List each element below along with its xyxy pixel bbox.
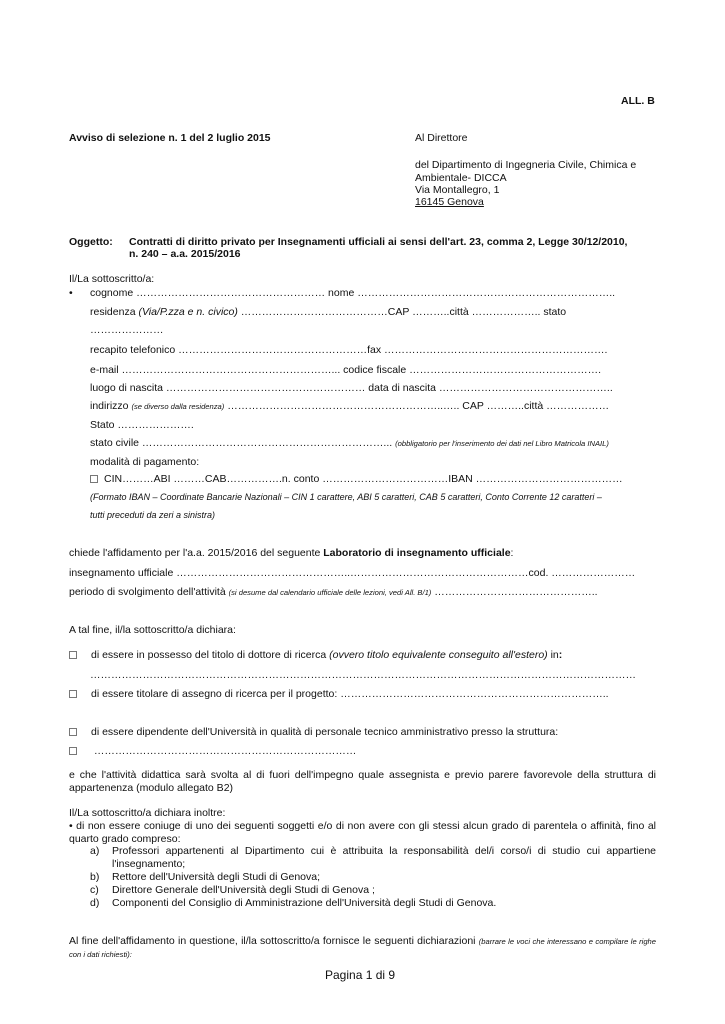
structure-dots: ………………………………………………………………… [91, 745, 357, 757]
page-number: Pagina 1 di 9 [325, 968, 396, 982]
request-type: Laboratorio di insegnamento ufficiale [323, 547, 511, 559]
birth-field[interactable]: luogo di nascita ………………………………………………… data di nascita ………………………………………….. [90, 382, 613, 394]
country-field[interactable]: Stato …………………. [90, 419, 194, 431]
declare-staff-structure[interactable] [69, 745, 356, 757]
payment-label: modalità di pagamento: [90, 456, 200, 468]
request-colon: : [510, 547, 514, 559]
notice-title: Avviso di selezione n. 1 del 2 luglio 2015 [69, 132, 271, 144]
checkbox-icon[interactable] [69, 651, 77, 659]
course-field[interactable]: insegnamento ufficiale …………………………………………..……………………………………………cod. …………………… [69, 567, 636, 579]
list-item-text: Professori appartenenti al Dipartimento cui è attribuita la responsabilità del/i corso/i di studio cui appartiene l'insegnamento; [112, 845, 656, 870]
phone-fax-field[interactable]: recapito telefonico ………………………………………………fax ………………………………………………………. [90, 344, 608, 356]
address-field[interactable] [90, 400, 609, 412]
list-item-text: Direttore Generale dell'Università degli Studi di Genova ; [112, 884, 375, 896]
address-hint: (se diverso dalla residenza) [131, 402, 225, 411]
checkbox-icon[interactable] [69, 747, 77, 755]
subject-label: Oggetto: [69, 236, 113, 248]
declares-intro: A tal fine, il/la sottoscritto/a dichiara: [69, 624, 236, 636]
declare-phd-text: di essere in possesso del titolo di dottore di ricerca [91, 649, 330, 661]
subject-line-1: Contratti di diritto privato per Insegnamenti ufficiali ai sensi dell'art. 23, comma 2, Legge 30/12/2010, [129, 236, 628, 248]
list-item [90, 884, 656, 897]
list-item-number: a) [90, 845, 100, 857]
marital-status-label: stato civile ……………………………………………………………... [90, 437, 396, 449]
period-hint: (si desume dal calendario ufficiale delle lezioni, vedi All. B/1) [228, 588, 432, 597]
declare-phd-in: in [547, 649, 559, 661]
final-hint: (barrare le voci che interessano e compilare le righe con i dati richiesti): [69, 937, 656, 959]
further-list [90, 845, 656, 910]
state-dots[interactable]: ………………… [90, 324, 164, 336]
recipient-line-2: del Dipartimento di Ingegneria Civile, Chimica e [415, 159, 637, 171]
further-paragraph: • di non essere coniuge di uno dei seguenti soggetti e/o di non avere con gli stessi alcun grado di parentela o affinità, fino al quarto grado compreso: [69, 820, 656, 845]
request-text: chiede l'affidamento per l'a.a. 2015/2016 del seguente [69, 547, 324, 559]
recipient-line-3: Ambientale- DICCA [415, 172, 507, 184]
address-dots: ……………………………………………………..….. CAP ………..città ……………… [224, 400, 610, 412]
attachment-label: ALL. B [621, 95, 655, 107]
declare-phd-colon: : [558, 649, 563, 661]
list-item-text: Rettore dell'Università degli Studi di Genova; [112, 871, 321, 883]
surname-name-field[interactable]: cognome ……………………………………………… nome ……………………………………………………………….. [90, 287, 616, 299]
residence-hint: (Via/P.zza e n. civico) [138, 306, 238, 318]
recipient-line-1: Al Direttore [415, 132, 468, 144]
declare-staff-text: di essere dipendente dell'Università in qualità di personale tecnico amministrativo presso la struttura: [91, 726, 559, 738]
list-item [90, 845, 656, 871]
residence-dots: ……………………………………CAP ………..città ……………….. stato [237, 306, 567, 318]
bank-field[interactable] [90, 473, 623, 485]
checkbox-icon[interactable] [69, 728, 77, 736]
list-item-number: c) [90, 884, 99, 896]
checkbox-icon[interactable] [90, 475, 98, 483]
address-label: indirizzo [90, 400, 132, 412]
request-line-1 [69, 547, 513, 559]
residence-field[interactable] [90, 306, 566, 318]
declare-phd[interactable] [69, 649, 562, 661]
bank-dots: CIN………ABI ………CAB…………….n. conto ………………………………IBAN …………………………………… [104, 473, 623, 485]
iban-note-2: tutti preceduti da zeri a sinistra) [90, 510, 216, 520]
residence-label: residenza [90, 306, 139, 318]
declare-staff[interactable] [69, 726, 558, 738]
period-dots: ……………………………………….. [431, 586, 598, 598]
final-paragraph [69, 935, 656, 961]
form-intro: Il/La sottoscritto/a: [69, 273, 155, 285]
declare-grant[interactable] [69, 688, 609, 700]
period-field[interactable] [69, 586, 598, 598]
period-label: periodo di svolgimento dell'attività [69, 586, 229, 598]
recipient-line-5: 16145 Genova [415, 196, 484, 208]
phd-dots[interactable]: ………………………………………………………………………………………………………………………………………… [90, 669, 636, 681]
declare-conditions: e che l'attività didattica sarà svolta al di fuori dell'impegno quale assegnista e previo parere favorevole della struttura di appartenenza (modulo allegato B2) [69, 769, 656, 794]
further-intro: Il/La sottoscritto/a dichiara inoltre: [69, 807, 226, 819]
declare-phd-hint: (ovvero titolo equivalente conseguito all'estero) [329, 649, 548, 661]
subject-line-2: n. 240 – a.a. 2015/2016 [129, 248, 241, 260]
declare-grant-text: di essere titolare di assegno di ricerca per il progetto: ………………………………………………………………….. [91, 688, 609, 700]
list-item-number: d) [90, 897, 100, 909]
list-item [90, 871, 656, 884]
list-item-number: b) [90, 871, 100, 883]
final-text: Al fine dell'affidamento in questione, il/la sottoscritto/a fornisce le seguenti dichiarazioni [69, 935, 479, 947]
list-item [90, 897, 656, 910]
list-item-text: Componenti del Consiglio di Amministrazione dell'Università degli Studi di Genova. [112, 897, 497, 909]
marital-status-note: (obbligatorio per l'inserimento dei dati nel Libro Matricola INAIL) [395, 439, 609, 448]
checkbox-icon[interactable] [69, 690, 77, 698]
marital-status-field[interactable] [90, 437, 609, 449]
email-taxcode-field[interactable]: e-mail ……………………………………………………... codice fiscale ………………………………………………. [90, 364, 602, 376]
bullet: • [69, 287, 73, 299]
recipient-line-4: Via Montallegro, 1 [415, 184, 500, 196]
iban-note-1: (Formato IBAN – Coordinate Bancarie Nazionali – CIN 1 carattere, ABI 5 caratteri, CAB 5 caratteri, Conto Corrente 12 caratteri – [90, 492, 602, 502]
